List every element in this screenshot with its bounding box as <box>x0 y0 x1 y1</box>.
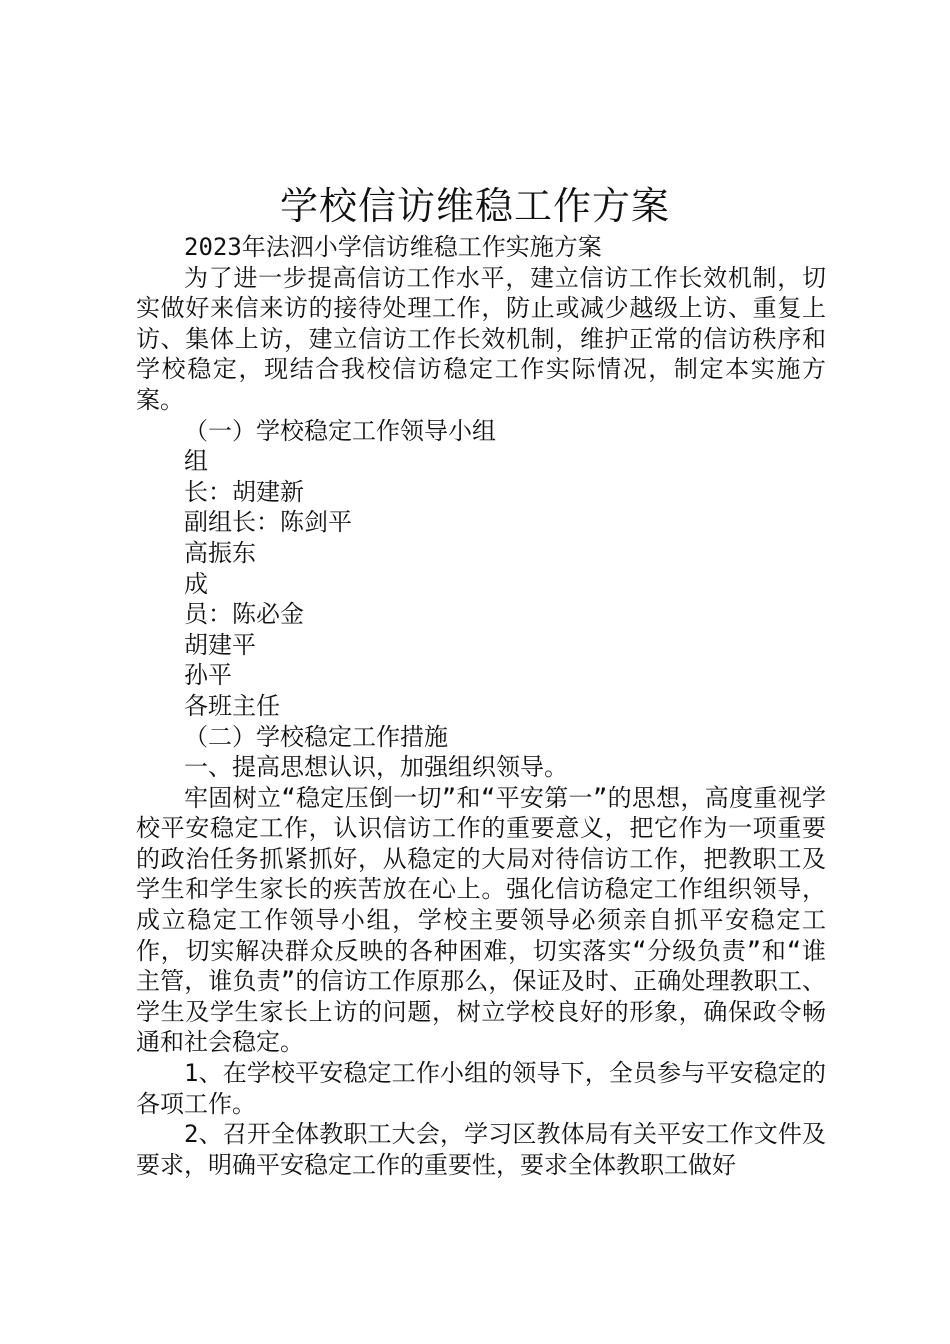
paragraph: 1、在学校平安稳定工作小组的领导下，全员参与平安稳定的各项工作。 <box>136 1059 826 1118</box>
roster-line: 副组长：陈剑平 <box>184 508 352 537</box>
paragraph: 2、召开全体教职工大会，学习区教体局有关平安工作文件及要求，明确平安稳定工作的重要性，要求全体教职工做好 <box>136 1120 826 1179</box>
document-title: 学校信访维稳工作方案 <box>279 184 670 228</box>
roster-line: 员：陈必金 <box>184 600 304 629</box>
section-heading: （二）学校稳定工作措施 <box>184 722 448 751</box>
roster-line: 胡建平 <box>184 630 256 659</box>
document-body <box>136 232 826 1180</box>
roster-line: 高振东 <box>184 538 256 567</box>
section-heading: （一）学校稳定工作领导小组 <box>184 416 496 445</box>
paragraph: 牢固树立“稳定压倒一切”和“平安第一”的思想，高度重视学校平安稳定工作，认识信访工作的重要意义，把它作为一项重要的政治任务抓紧抓好，从稳定的大局对待信访工作，把教职工及学生和学生家长的疾苦放在心上。强化信访稳定工作组织领导，成立稳定工作领导小组，学校主要领导必须亲自抓平安稳定工作，切实解决群众反映的各种困难，切实落实“分级负责”和“谁主管，谁负责”的信访工作原那么，保证及时、正确处理教职工、学生及学生家长上访的问题，树立学校良好的形象，确保政令畅通和社会稳定。 <box>136 783 826 1057</box>
roster-line: 组 <box>184 447 208 476</box>
paragraph: 2023年法泗小学信访维稳工作实施方案 <box>184 233 602 261</box>
roster-line: 长：胡建新 <box>184 477 304 506</box>
roster-line: 孙平 <box>184 661 232 690</box>
paragraph: 为了进一步提高信访工作水平，建立信访工作长效机制，切实做好来信来访的接待处理工作，防止或减少越级上访、重复上访、集体上访，建立信访工作长效机制，维护正常的信访秩序和学校稳定，现结合我校信访稳定工作实际情况，制定本实施方案。 <box>136 263 826 414</box>
subsection-heading: 一、提高思想认识，加强组织领导。 <box>184 753 568 782</box>
roster-line: 成 <box>184 569 208 598</box>
roster-line: 各班主任 <box>184 691 280 720</box>
